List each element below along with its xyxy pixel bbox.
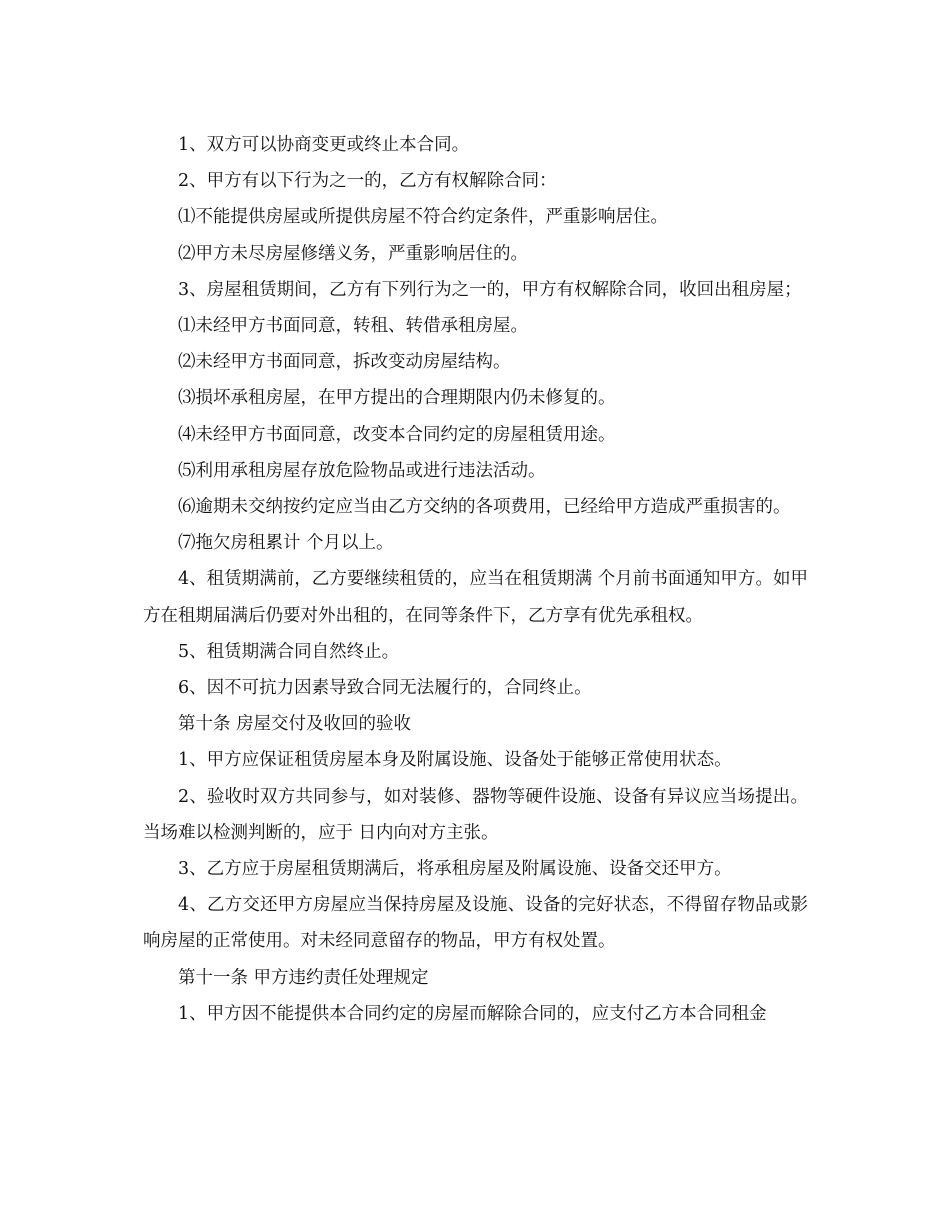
paragraph-article-10-clause-1: 1、甲方应保证租赁房屋本身及附属设施、设备处于能够正常使用状态。 <box>178 750 732 771</box>
paragraph-clause-3-item-4: ⑷未经甲方书面同意，改变本合同约定的房屋租赁用途。 <box>178 424 616 445</box>
paragraph-clause-4: 4、租赁期满前，乙方要继续租赁的，应当在租赁期满 个月前书面通知甲方。如甲方在租期届满后仍要对外出租的，在同等条件下，乙方享有优先承租权。 <box>143 569 808 626</box>
paragraph-clause-1: 1、双方可以协商变更或终止本合同。 <box>178 135 470 155</box>
paragraph-clause-2-item-1: ⑴不能提供房屋或所提供房屋不符合约定条件，严重影响居住。 <box>178 207 668 228</box>
paragraph-clause-3-item-7: ⑺拖欠房租累计 个月以上。 <box>178 533 394 554</box>
paragraph-clause-3-item-3: ⑶损坏承租房屋，在甲方提出的合理期限内仍未修复的。 <box>178 388 616 409</box>
paragraph-article-11-clause-1: 1、甲方因不能提供本合同约定的房屋而解除合同的，应支付乙方本合同租金 <box>178 1003 767 1024</box>
document-body <box>143 127 808 1032</box>
paragraph-clause-2-item-2: ⑵甲方未尽房屋修缮义务，严重影响居住的。 <box>178 243 528 264</box>
section-heading-article-10: 第十条 房屋交付及收回的验收 <box>178 714 412 735</box>
paragraph-article-10-clause-4: 4、乙方交还甲方房屋应当保持房屋及设施、设备的完好状态，不得留存物品或影响房屋的正常使用。对未经同意留存的物品，甲方有权处置。 <box>143 895 808 952</box>
paragraph-clause-5: 5、租赁期满合同自然终止。 <box>178 641 400 662</box>
paragraph-clause-6: 6、因不可抗力因素导致合同无法履行的，合同终止。 <box>178 678 592 699</box>
paragraph-clause-3-item-5: ⑸利用承租房屋存放危险物品或进行违法活动。 <box>178 460 546 481</box>
paragraph-clause-3-item-1: ⑴未经甲方书面同意，转租、转借承租房屋。 <box>178 316 528 337</box>
paragraph-clause-3-item-6: ⑹逾期未交纳按约定应当由乙方交纳的各项费用，已经给甲方造成严重损害的。 <box>178 497 791 518</box>
section-heading-article-11: 第十一条 甲方违约责任处理规定 <box>178 967 429 988</box>
paragraph-clause-3: 3、房屋租赁期间，乙方有下列行为之一的，甲方有权解除合同，收回出租房屋； <box>178 279 802 300</box>
paragraph-article-10-clause-3: 3、乙方应于房屋租赁期满后，将承租房屋及附属设施、设备交还甲方。 <box>178 859 732 880</box>
paragraph-clause-3-item-2: ⑵未经甲方书面同意，拆改变动房屋结构。 <box>178 352 511 373</box>
paragraph-clause-2: 2、甲方有以下行为之一的，乙方有权解除合同： <box>178 171 557 192</box>
paragraph-article-10-clause-2: 2、验收时双方共同参与，如对装修、器物等硬件设施、设备有异议应当场提出。当场难以检测判断的，应于 日内向对方主张。 <box>143 786 808 843</box>
